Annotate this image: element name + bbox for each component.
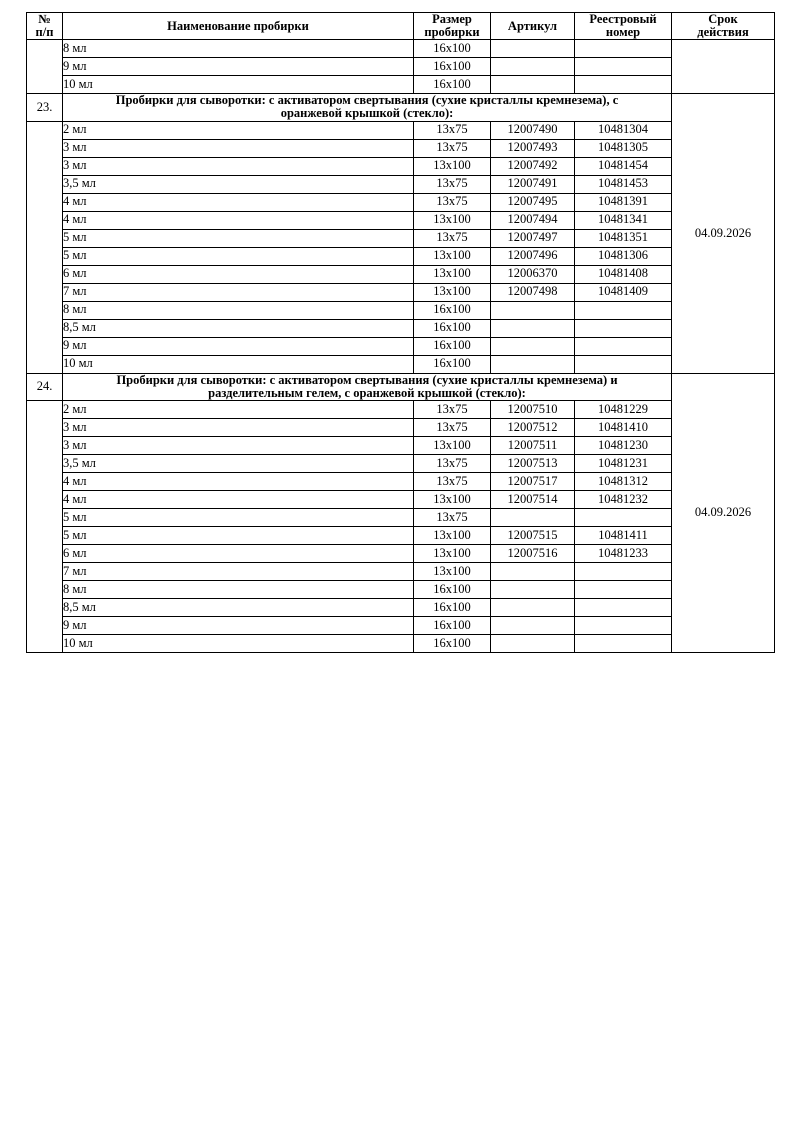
tube-registry: 10481391 [575,193,672,211]
tube-name: 5 мл [63,247,414,265]
tube-catalog-table [26,12,775,653]
table-row [27,508,775,526]
tube-name: 3 мл [63,139,414,157]
tube-size: 13x75 [414,175,491,193]
tube-article: 12007514 [491,490,575,508]
table-row [27,598,775,616]
table-row [27,355,775,373]
table-row [27,211,775,229]
tube-name: 5 мл [63,508,414,526]
continued-term-cell [672,40,775,94]
tube-name: 3 мл [63,436,414,454]
tube-registry [575,634,672,652]
table-row [27,544,775,562]
tube-registry: 10481453 [575,175,672,193]
tube-registry: 10481410 [575,418,672,436]
column-header-size [414,13,491,40]
tube-size: 16x100 [414,580,491,598]
column-header-registry-line2: номер [605,25,641,40]
table-body [27,40,775,653]
tube-size: 13x100 [414,562,491,580]
tube-name: 4 мл [63,211,414,229]
tube-name: 8,5 мл [63,319,414,337]
tube-name: 10 мл [63,76,414,94]
tube-size: 13x100 [414,283,491,301]
group-index: 23. [27,94,63,121]
table-header-row [27,13,775,40]
tube-article: 12006370 [491,265,575,283]
table-row [27,193,775,211]
table-row [27,229,775,247]
table-row [27,580,775,598]
group-title-line1: Пробирки для сыворотки: с активатором свертывания (сухие кристаллы кремнезема), с [115,93,619,108]
tube-size: 16x100 [414,40,491,58]
column-header-size-line2: пробирки [424,25,480,40]
table-row [27,301,775,319]
tube-registry [575,355,672,373]
tube-name: 3,5 мл [63,175,414,193]
tube-registry: 10481230 [575,436,672,454]
table-header [27,13,775,40]
table-row [27,472,775,490]
tube-registry: 10481409 [575,283,672,301]
group-title-line1: Пробирки для сыворотки: с активатором свертывания (сухие кристаллы кремнезема) и [116,372,618,387]
tube-article [491,76,575,94]
tube-name: 8 мл [63,580,414,598]
table-row [27,121,775,139]
tube-name: 3,5 мл [63,454,414,472]
column-header-term-line2: действия [697,25,749,40]
tube-name: 4 мл [63,472,414,490]
tube-name: 8 мл [63,40,414,58]
tube-size: 13x75 [414,193,491,211]
tube-name: 2 мл [63,121,414,139]
tube-registry: 10481454 [575,157,672,175]
group-index: 24. [27,373,63,400]
group-term-date: 04.09.2026 [672,94,775,373]
tube-name: 6 мл [63,265,414,283]
column-header-name: Наименование пробирки [63,13,414,40]
column-header-term-line1: Срок [708,12,738,26]
tube-article [491,319,575,337]
tube-registry: 10481304 [575,121,672,139]
tube-size: 13x100 [414,544,491,562]
tube-article: 12007493 [491,139,575,157]
tube-article [491,337,575,355]
tube-article [491,58,575,76]
tube-name: 3 мл [63,418,414,436]
tube-article: 12007496 [491,247,575,265]
tube-registry [575,319,672,337]
column-header-number-line1: № [38,12,51,26]
table-row [27,319,775,337]
tube-name: 7 мл [63,562,414,580]
table-row [27,454,775,472]
tube-article: 12007515 [491,526,575,544]
tube-article [491,634,575,652]
tube-size: 13x75 [414,508,491,526]
table-row [27,337,775,355]
tube-article: 12007495 [491,193,575,211]
table-row [27,283,775,301]
group-term-date: 04.09.2026 [672,373,775,652]
tube-name: 9 мл [63,58,414,76]
tube-registry: 10481231 [575,454,672,472]
tube-size: 13x100 [414,247,491,265]
tube-article [491,598,575,616]
tube-article: 12007494 [491,211,575,229]
tube-size: 13x75 [414,472,491,490]
tube-size: 13x100 [414,490,491,508]
tube-article [491,508,575,526]
tube-size: 16x100 [414,634,491,652]
tube-registry [575,598,672,616]
table-row [27,175,775,193]
tube-name: 5 мл [63,229,414,247]
tube-size: 16x100 [414,76,491,94]
tube-article: 12007491 [491,175,575,193]
tube-registry: 10481233 [575,544,672,562]
tube-name: 8 мл [63,301,414,319]
tube-size: 13x75 [414,121,491,139]
group-title-line2: оранжевой крышкой (стекло): [280,106,454,121]
tube-registry: 10481411 [575,526,672,544]
tube-name: 6 мл [63,544,414,562]
tube-size: 13x100 [414,526,491,544]
group-header-row [27,373,775,400]
tube-name: 9 мл [63,337,414,355]
table-row [27,58,775,76]
tube-registry [575,337,672,355]
tube-size: 13x75 [414,454,491,472]
tube-article: 12007517 [491,472,575,490]
tube-size: 13x75 [414,139,491,157]
tube-registry [575,76,672,94]
column-header-number-line2: п/п [35,25,54,40]
continued-index-cell [27,40,63,94]
group-index-spacer [27,121,63,373]
column-header-registry [575,13,672,40]
tube-article [491,616,575,634]
tube-registry [575,562,672,580]
table-row [27,634,775,652]
tube-size: 16x100 [414,58,491,76]
tube-size: 16x100 [414,616,491,634]
tube-article: 12007498 [491,283,575,301]
tube-article [491,562,575,580]
tube-name: 7 мл [63,283,414,301]
tube-name: 4 мл [63,193,414,211]
table-row [27,526,775,544]
column-header-term [672,13,775,40]
tube-article [491,40,575,58]
table-row [27,436,775,454]
tube-size: 16x100 [414,337,491,355]
table-row [27,265,775,283]
tube-size: 13x75 [414,400,491,418]
tube-size: 16x100 [414,598,491,616]
tube-registry: 10481312 [575,472,672,490]
tube-name: 10 мл [63,634,414,652]
table-row [27,40,775,58]
table-row [27,616,775,634]
tube-name: 9 мл [63,616,414,634]
tube-registry: 10481305 [575,139,672,157]
group-title [63,373,672,400]
table-row [27,400,775,418]
tube-registry [575,508,672,526]
tube-name: 10 мл [63,355,414,373]
tube-size: 16x100 [414,355,491,373]
group-title [63,94,672,121]
tube-name: 4 мл [63,490,414,508]
tube-name: 8,5 мл [63,598,414,616]
column-header-number [27,13,63,40]
tube-name: 5 мл [63,526,414,544]
tube-registry [575,616,672,634]
tube-article: 12007510 [491,400,575,418]
table-row [27,76,775,94]
table-row [27,562,775,580]
column-header-article: Артикул [491,13,575,40]
tube-article: 12007511 [491,436,575,454]
tube-name: 3 мл [63,157,414,175]
tube-registry: 10481341 [575,211,672,229]
tube-article: 12007513 [491,454,575,472]
tube-registry: 10481408 [575,265,672,283]
tube-registry [575,58,672,76]
tube-registry: 10481306 [575,247,672,265]
tube-size: 13x75 [414,229,491,247]
tube-registry: 10481229 [575,400,672,418]
tube-size: 13x100 [414,211,491,229]
tube-size: 16x100 [414,301,491,319]
tube-registry [575,301,672,319]
group-index-spacer [27,400,63,652]
tube-registry [575,580,672,598]
tube-size: 13x100 [414,436,491,454]
tube-article: 12007512 [491,418,575,436]
tube-registry: 10481351 [575,229,672,247]
table-row [27,157,775,175]
column-header-registry-line1: Реестровый [589,12,657,26]
tube-size: 13x100 [414,265,491,283]
tube-size: 13x100 [414,157,491,175]
tube-size: 16x100 [414,319,491,337]
tube-article [491,301,575,319]
tube-article: 12007516 [491,544,575,562]
group-header-row [27,94,775,121]
tube-article [491,580,575,598]
tube-size: 13x75 [414,418,491,436]
table-row [27,139,775,157]
table-row [27,247,775,265]
tube-registry: 10481232 [575,490,672,508]
tube-article [491,355,575,373]
table-row [27,418,775,436]
tube-article: 12007490 [491,121,575,139]
tube-registry [575,40,672,58]
group-title-line2: разделительным гелем, с оранжевой крышкой (стекло): [208,385,526,400]
table-row [27,490,775,508]
column-header-size-line1: Размер [432,12,472,26]
tube-article: 12007497 [491,229,575,247]
tube-name: 2 мл [63,400,414,418]
tube-article: 12007492 [491,157,575,175]
